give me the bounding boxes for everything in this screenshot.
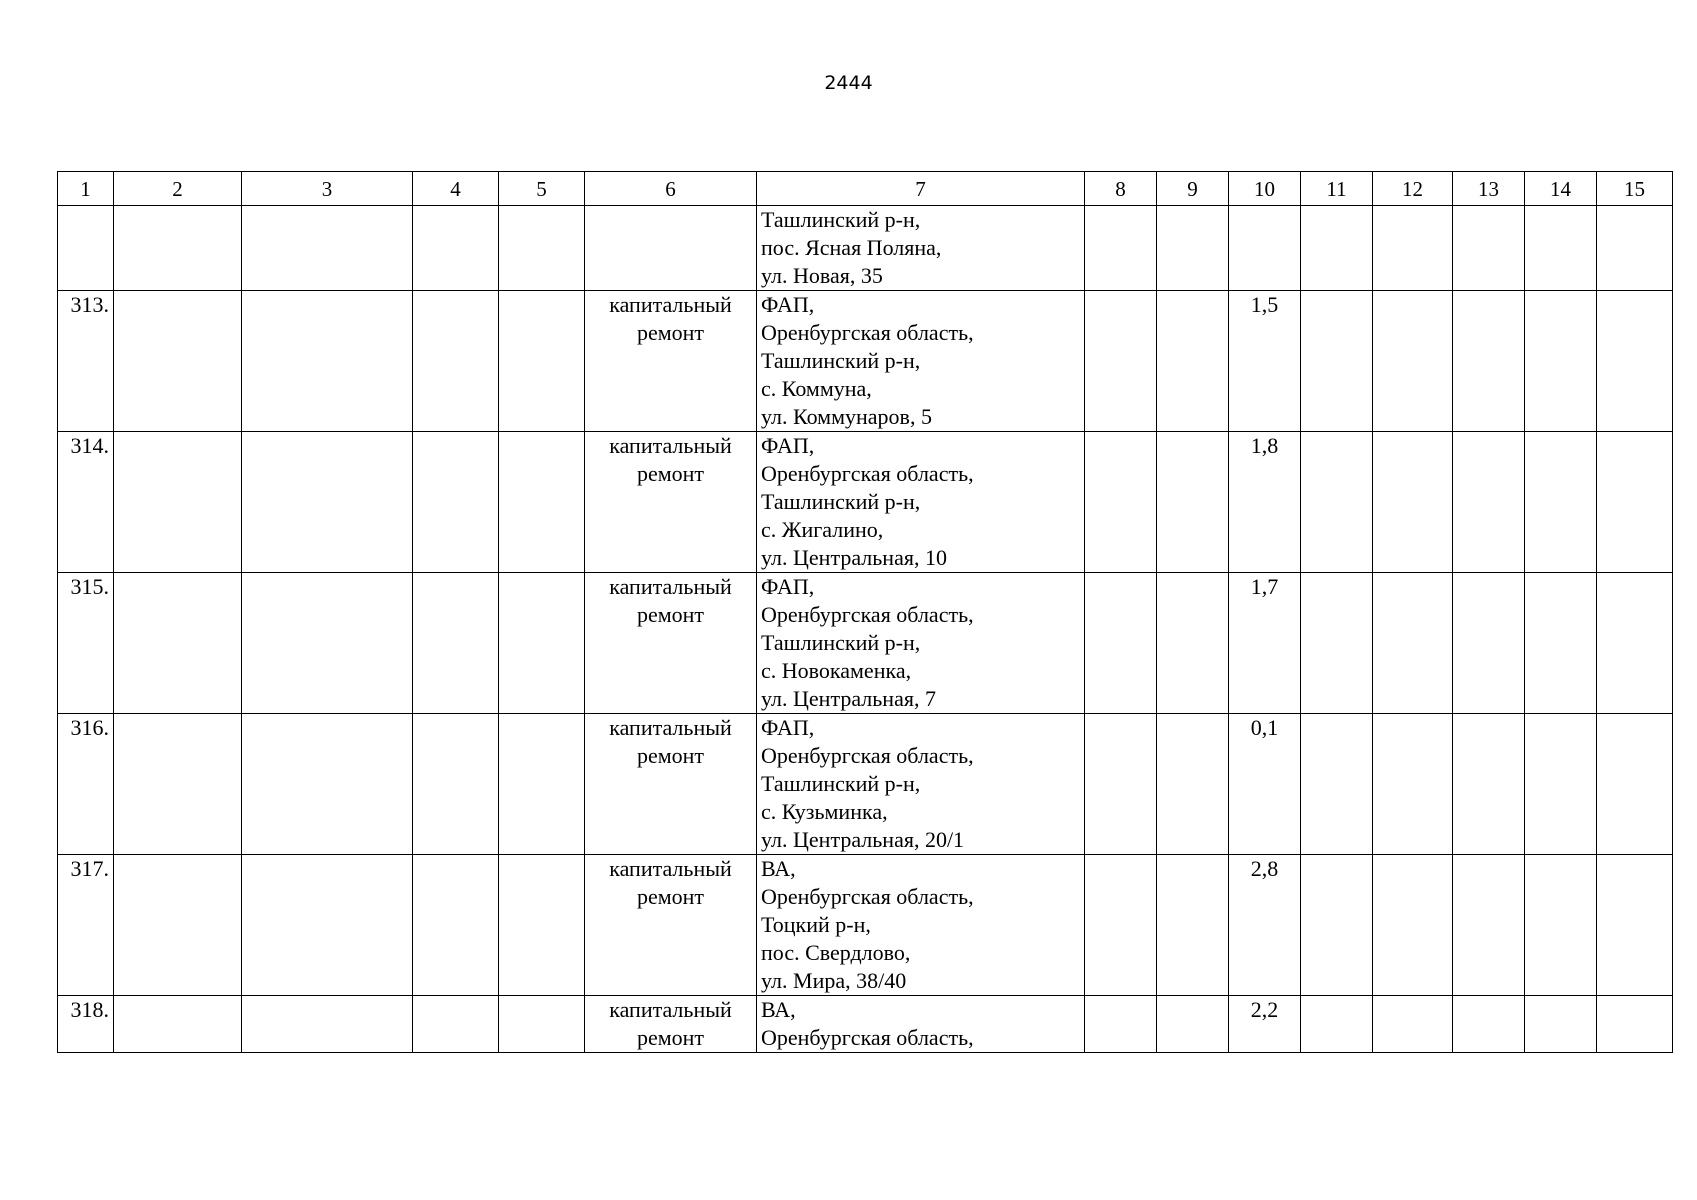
cell-empty: [1453, 714, 1525, 855]
address-cell: ФАП, Оренбургская область, Ташлинский р-н, с. Жигалино, ул. Центральная, 10: [757, 432, 1085, 573]
cell-empty: [1597, 291, 1673, 432]
value-cell: 2,8: [1229, 855, 1301, 996]
cell-empty: [413, 291, 499, 432]
work-type-cell: капитальный ремонт: [585, 996, 757, 1053]
column-header: 14: [1525, 172, 1597, 206]
cell-empty: [499, 291, 585, 432]
cell-empty: [1453, 206, 1525, 291]
cell-empty: [1597, 996, 1673, 1053]
table-row: [58, 291, 1673, 432]
cell-empty: [114, 855, 242, 996]
cell-empty: [1157, 432, 1229, 573]
column-header: 9: [1157, 172, 1229, 206]
cell-empty: [1373, 996, 1453, 1053]
cell-empty: [1085, 291, 1157, 432]
cell-empty: [114, 573, 242, 714]
cell-empty: [1525, 996, 1597, 1053]
cell-empty: [1085, 573, 1157, 714]
column-header: 4: [413, 172, 499, 206]
column-header: 3: [242, 172, 413, 206]
cell-empty: [1453, 855, 1525, 996]
work-type-cell: капитальный ремонт: [585, 432, 757, 573]
cell-empty: [1525, 855, 1597, 996]
cell-empty: [413, 432, 499, 573]
cell-empty: [1157, 206, 1229, 291]
cell-empty: [1453, 432, 1525, 573]
cell-empty: [1085, 714, 1157, 855]
cell-empty: [1525, 714, 1597, 855]
register-table: [57, 171, 1673, 1053]
cell-empty: [1301, 996, 1373, 1053]
cell-empty: [1373, 432, 1453, 573]
cell-empty: [1157, 573, 1229, 714]
cell-empty: [1157, 996, 1229, 1053]
cell-empty: [1597, 573, 1673, 714]
cell-empty: [1373, 855, 1453, 996]
page-number: 2444: [824, 72, 873, 94]
column-header: 1: [58, 172, 114, 206]
work-type-cell: капитальный ремонт: [585, 573, 757, 714]
address-cell: ФАП, Оренбургская область, Ташлинский р-н, с. Кузьминка, ул. Центральная, 20/1: [757, 714, 1085, 855]
table-row: [58, 714, 1673, 855]
cell-empty: [1373, 714, 1453, 855]
cell-empty: [1373, 206, 1453, 291]
row-number-cell: 318.: [58, 996, 114, 1053]
cell-empty: [242, 573, 413, 714]
cell-empty: [1597, 206, 1673, 291]
column-header: 15: [1597, 172, 1673, 206]
cell-empty: [1085, 996, 1157, 1053]
cell-empty: [58, 206, 114, 291]
address-cell: ВА, Оренбургская область, Тоцкий р-н, пос. Свердлово, ул. Мира, 38/40: [757, 855, 1085, 996]
value-cell: 2,2: [1229, 996, 1301, 1053]
address-cell: ФАП, Оренбургская область, Ташлинский р-н, с. Коммуна, ул. Коммунаров, 5: [757, 291, 1085, 432]
cell-empty: [499, 573, 585, 714]
row-number-cell: 317.: [58, 855, 114, 996]
cell-empty: [1301, 855, 1373, 996]
cell-empty: [1597, 855, 1673, 996]
table-row: [58, 996, 1673, 1053]
cell-empty: [1453, 996, 1525, 1053]
cell-empty: [1597, 714, 1673, 855]
cell-empty: [242, 206, 413, 291]
work-type-cell: капитальный ремонт: [585, 714, 757, 855]
cell-empty: [1597, 432, 1673, 573]
value-cell: 1,7: [1229, 573, 1301, 714]
cell-empty: [1525, 573, 1597, 714]
address-cell: ВА, Оренбургская область,: [757, 996, 1085, 1053]
cell-empty: [1085, 855, 1157, 996]
cell-empty: [1453, 291, 1525, 432]
column-header: 8: [1085, 172, 1157, 206]
table-row: [58, 432, 1673, 573]
cell-empty: [114, 996, 242, 1053]
cell-empty: [1229, 206, 1301, 291]
cell-empty: [242, 432, 413, 573]
cell-empty: [499, 714, 585, 855]
cell-empty: [499, 206, 585, 291]
cell-empty: [114, 432, 242, 573]
cell-empty: [1525, 206, 1597, 291]
cell-empty: [499, 432, 585, 573]
cell-empty: [499, 855, 585, 996]
table-row: [58, 573, 1673, 714]
table-row-continuation: [58, 206, 1673, 291]
cell-empty: [1157, 291, 1229, 432]
work-type-cell: капитальный ремонт: [585, 291, 757, 432]
table-row: [58, 855, 1673, 996]
cell-empty: [1301, 573, 1373, 714]
cell-empty: [1453, 573, 1525, 714]
cell-empty: [413, 714, 499, 855]
cell-empty: [242, 855, 413, 996]
cell-empty: [1157, 855, 1229, 996]
cell-empty: [1157, 714, 1229, 855]
cell-empty: [1373, 291, 1453, 432]
cell-empty: [1301, 432, 1373, 573]
cell-empty: [499, 996, 585, 1053]
column-header: 5: [499, 172, 585, 206]
value-cell: 1,8: [1229, 432, 1301, 573]
column-header: 11: [1301, 172, 1373, 206]
cell-empty: [413, 573, 499, 714]
value-cell: 0,1: [1229, 714, 1301, 855]
cell-empty: [585, 206, 757, 291]
cell-empty: [242, 996, 413, 1053]
column-header: 6: [585, 172, 757, 206]
address-cell: ФАП, Оренбургская область, Ташлинский р-н, с. Новокаменка, ул. Центральная, 7: [757, 573, 1085, 714]
cell-empty: [242, 291, 413, 432]
column-number-header-row: [58, 172, 1673, 206]
cell-empty: [1301, 714, 1373, 855]
cell-empty: [1085, 432, 1157, 573]
column-header: 12: [1373, 172, 1453, 206]
cell-empty: [1373, 573, 1453, 714]
cell-empty: [114, 206, 242, 291]
column-header: 7: [757, 172, 1085, 206]
cell-empty: [114, 714, 242, 855]
work-type-cell: капитальный ремонт: [585, 855, 757, 996]
cell-empty: [1525, 291, 1597, 432]
row-number-cell: 314.: [58, 432, 114, 573]
row-number-cell: 313.: [58, 291, 114, 432]
cell-empty: [242, 714, 413, 855]
cell-empty: [114, 291, 242, 432]
value-cell: 1,5: [1229, 291, 1301, 432]
cell-empty: [1301, 291, 1373, 432]
cell-empty: [1085, 206, 1157, 291]
cell-empty: [413, 996, 499, 1053]
address-cell: Ташлинский р-н, пос. Ясная Поляна, ул. Новая, 35: [757, 206, 1085, 291]
column-header: 13: [1453, 172, 1525, 206]
row-number-cell: 315.: [58, 573, 114, 714]
cell-empty: [413, 855, 499, 996]
column-header: 10: [1229, 172, 1301, 206]
cell-empty: [1301, 206, 1373, 291]
row-number-cell: 316.: [58, 714, 114, 855]
cell-empty: [1525, 432, 1597, 573]
cell-empty: [413, 206, 499, 291]
column-header: 2: [114, 172, 242, 206]
